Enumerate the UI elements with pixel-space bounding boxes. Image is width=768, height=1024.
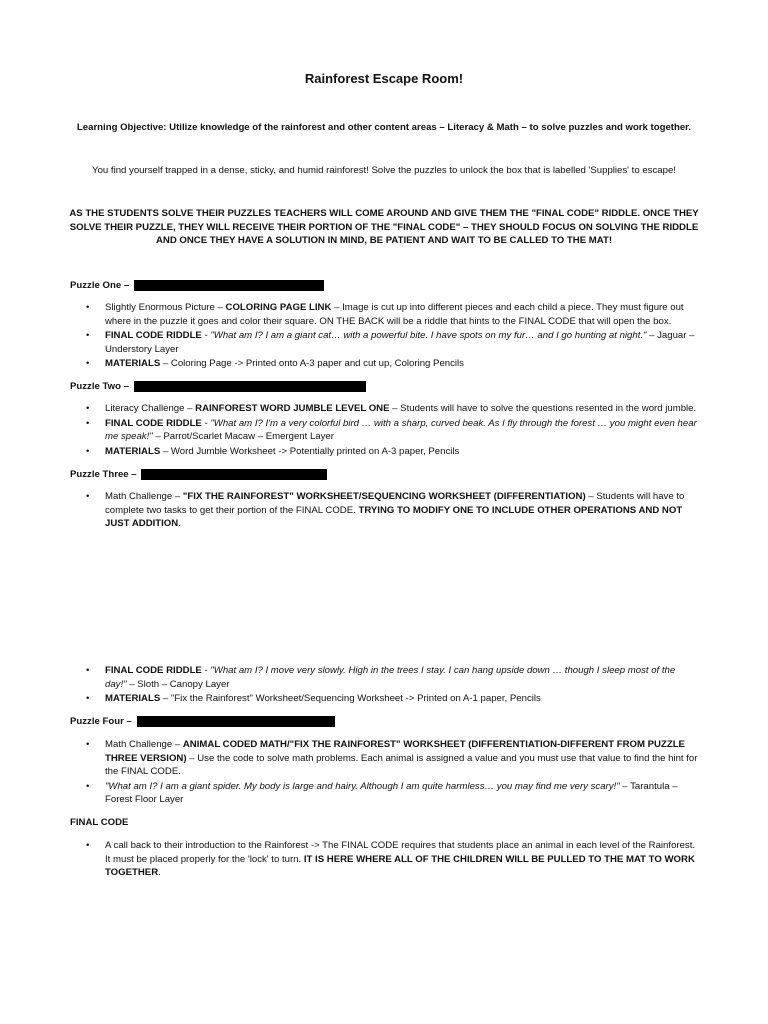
redaction-bar [134,280,324,291]
puzzle-one-list [86,301,698,372]
word-jumble-link[interactable]: RAINFOREST WORD JUMBLE LEVEL ONE [195,403,390,414]
list-item: • A call back to their introduction to the Rainforest -> The FINAL CODE requires that students place an animal in each level of the Rainforest. It must be placed properly for the 'lock' to turn. IT IS HERE WHERE ALL OF THE CHILDREN WILL BE PULLED TO THE MAT TO WORK TOGETHER. [86,839,698,880]
redaction-bar [134,381,366,392]
list-item: • Math Challenge – ANIMAL CODED MATH/"FIX THE RAINFOREST" WORKSHEET (DIFFERENTIATION-DIFFERENT FROM PUZZLE THREE VERSION) – Use the code to solve math problems. Each animal is assigned a value and you must use that value to find the hint for the FINAL CODE. [86,738,698,779]
puzzle-four-list [86,738,698,808]
fix-rainforest-link[interactable]: "FIX THE RAINFOREST" WORKSHEET/SEQUENCING WORKSHEET (DIFFERENTIATION) [182,491,586,502]
list-item: • FINAL CODE RIDDLE - "What am I? I move very slowly. High in the trees I stay. I can hang upside down … though I sleep most of the day!" – Sloth – Canopy Layer [86,664,698,691]
list-item: • Slightly Enormous Picture – COLORING PAGE LINK – Image is cut up into different pieces and each child a piece. They must figure out where in the puzzle it goes and color their square. ON THE BACK will be a riddle that hints to the FINAL CODE that will open the box. [86,301,698,328]
puzzle-three-label: Puzzle Three – [70,469,137,480]
list-item: • "What am I? I am a giant spider. My body is large and hairy. Although I am quite harmless… you may find me very scary!" – Tarantula – Forest Floor Layer [86,780,698,807]
puzzle-three-heading [70,468,327,482]
puzzle-one-heading [70,279,324,293]
puzzle-two-list [86,402,698,459]
puzzle-one-label: Puzzle One – [70,280,130,291]
puzzle-four-heading [70,715,335,729]
redaction-bar [137,716,335,727]
list-item: • FINAL CODE RIDDLE - "What am I? I'm a very colorful bird … with a sharp, curved beak. As I fly through the forest … you might even hear me speak!" – Parrot/Scarlet Macaw – Emergent Layer [86,417,698,444]
page-title: Rainforest Escape Room! [304,71,464,86]
puzzle-two-heading [70,380,366,394]
puzzle-three-list-continued [86,664,698,707]
list-item: • MATERIALS – Coloring Page -> Printed onto A-3 paper and cut up, Coloring Pencils [86,357,698,371]
list-item: • MATERIALS – "Fix the Rainforest" Worksheet/Sequencing Worksheet -> Printed on A-1 paper, Pencils [86,692,698,706]
list-item: • FINAL CODE RIDDLE - "What am I? I am a giant cat… with a powerful bite. I have spots on my fur… and I go hunting at night." – Jaguar – Understory Layer [86,329,698,356]
list-item: • Math Challenge – "FIX THE RAINFOREST" WORKSHEET/SEQUENCING WORKSHEET (DIFFERENTIATION) – Students will have to complete two tasks to get their portion of the FINAL CODE. TRYING TO MODIFY ONE TO INCLUDE OTHER OPERATIONS AND NOT JUST ADDITION. [86,490,698,531]
animal-coded-math-link[interactable]: ANIMAL CODED MATH/"FIX THE RAINFOREST" WORKSHEET (DIFFERENTIATION-DIFFERENT FROM PUZZLE THREE VERSION) [105,739,685,764]
puzzle-two-label: Puzzle Two – [70,381,129,392]
coloring-page-link[interactable]: COLORING PAGE LINK [225,302,332,313]
puzzle-four-label: Puzzle Four – [70,716,132,727]
teacher-notice: AS THE STUDENTS SOLVE THEIR PUZZLES TEACHERS WILL COME AROUND AND GIVE THEM THE "FINAL CODE" RIDDLE. ONCE THEY SOLVE THEIR PUZZLE, THEY WILL RECEIVE THEIR PORTION OF THE "FINAL CODE" – THEY SHOULD FOCUS ON SOLVING THE RIDDLE AND ONCE THEY HAVE A SOLUTION IN MIND, BE PATIENT AND WAIT TO BE CALLED TO THE MAT! [69,208,699,246]
intro-text: You find yourself trapped in a dense, sticky, and humid rainforest! Solve the puzzles to unlock the box that is labelled 'Supplies' to escape! [92,165,676,176]
list-item: • MATERIALS – Word Jumble Worksheet -> Potentially printed on A-3 paper, Pencils [86,445,698,459]
list-item: • Literacy Challenge – RAINFOREST WORD JUMBLE LEVEL ONE – Students will have to solve the questions resented in the word jumble. [86,402,698,416]
final-code-heading: FINAL CODE [70,817,129,828]
final-code-list [86,839,698,881]
redaction-bar [141,469,327,480]
puzzle-three-list [86,490,698,532]
learning-objective: Learning Objective: Utilize knowledge of the rainforest and other content areas – Literacy & Math – to solve puzzles and work together. [76,122,692,133]
